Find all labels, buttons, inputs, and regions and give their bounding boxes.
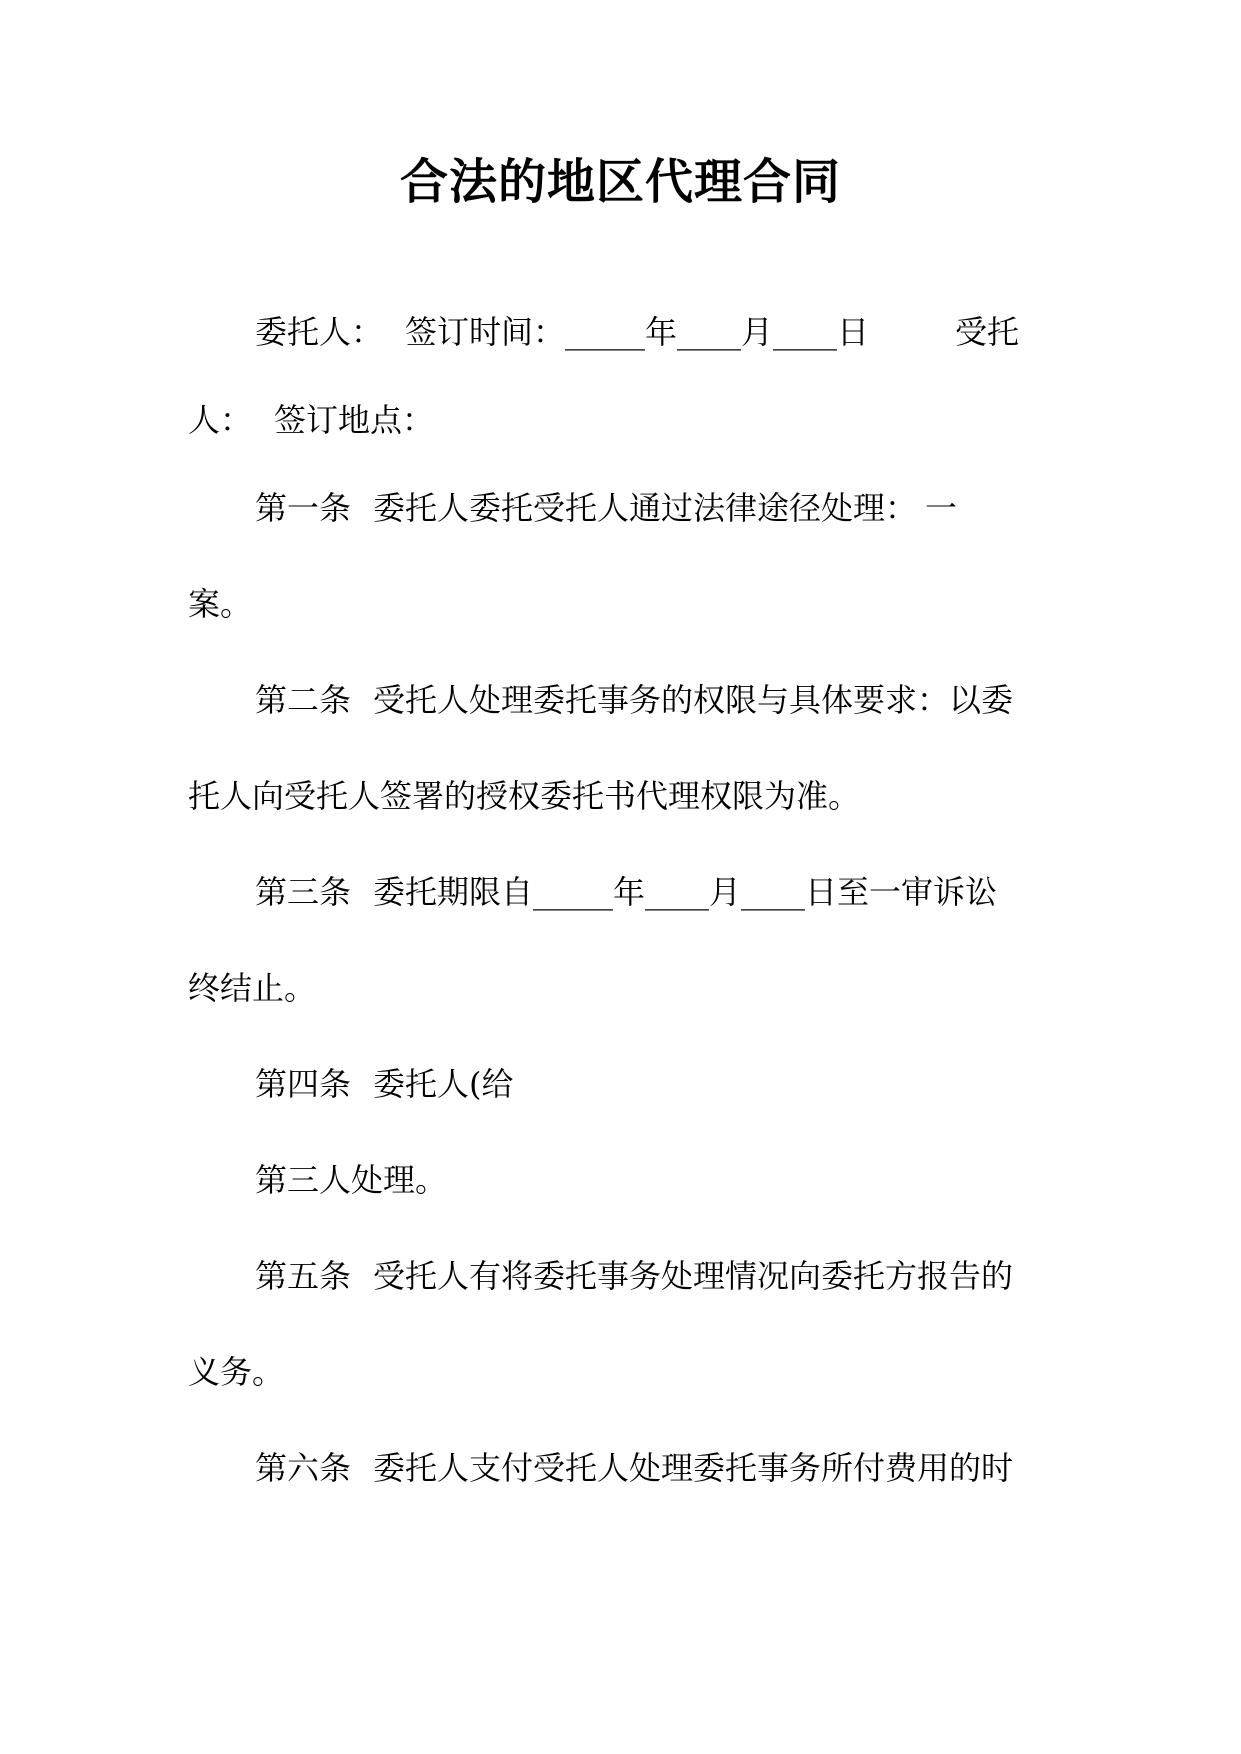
article-5-line-2: 义务。 — [188, 1353, 285, 1391]
article-4-line-2: 第三人处理。 — [255, 1161, 448, 1199]
clause-agent-line — [188, 398, 434, 442]
article-1-line-1 — [255, 486, 917, 530]
article-3-number: 第三条 — [255, 873, 352, 911]
article-4-line-1 — [255, 1062, 514, 1106]
agent-label-end: 人： — [188, 401, 253, 439]
signing-place-field: 签订地点： — [274, 401, 435, 439]
clause-principal-line — [255, 310, 869, 354]
article-6-text: 委托人支付受托人处理委托事务所付费用的时 — [373, 1449, 1014, 1487]
principal-label: 委托人： — [255, 313, 384, 351]
article-2-number: 第二条 — [255, 681, 352, 719]
article-1-number: 第一条 — [255, 489, 352, 527]
article-1-text: 委托人委托受托人通过法律途径处理： — [373, 489, 918, 527]
signing-date-field: 签订时间：_____年____月____日 — [405, 313, 870, 351]
article-4-number: 第四条 — [255, 1065, 352, 1103]
article-1-blank-end: 一 — [925, 489, 958, 527]
article-6-line-1 — [255, 1446, 1013, 1490]
article-3-line-2: 终结止。 — [188, 969, 317, 1007]
agent-label-start: 受托 — [955, 313, 1020, 351]
article-1-line-2: 案。 — [188, 585, 253, 623]
article-6-number: 第六条 — [255, 1449, 352, 1487]
article-3-line-1 — [255, 870, 997, 914]
document-title: 合法的地区代理合同 — [399, 154, 841, 210]
article-3-text: 委托期限自_____年____月____日至一审诉讼 — [373, 873, 998, 911]
article-2-line-2: 托人向受托人签署的授权委托书代理权限为准。 — [188, 777, 861, 815]
article-2-text: 受托人处理委托事务的权限与具体要求：以委 — [373, 681, 1014, 719]
article-4-text: 委托人(给 — [373, 1065, 514, 1103]
article-5-line-1 — [255, 1254, 1013, 1298]
article-5-number: 第五条 — [255, 1257, 352, 1295]
article-5-text: 受托人有将委托事务处理情况向委托方报告的 — [373, 1257, 1014, 1295]
article-2-line-1 — [255, 678, 1013, 722]
